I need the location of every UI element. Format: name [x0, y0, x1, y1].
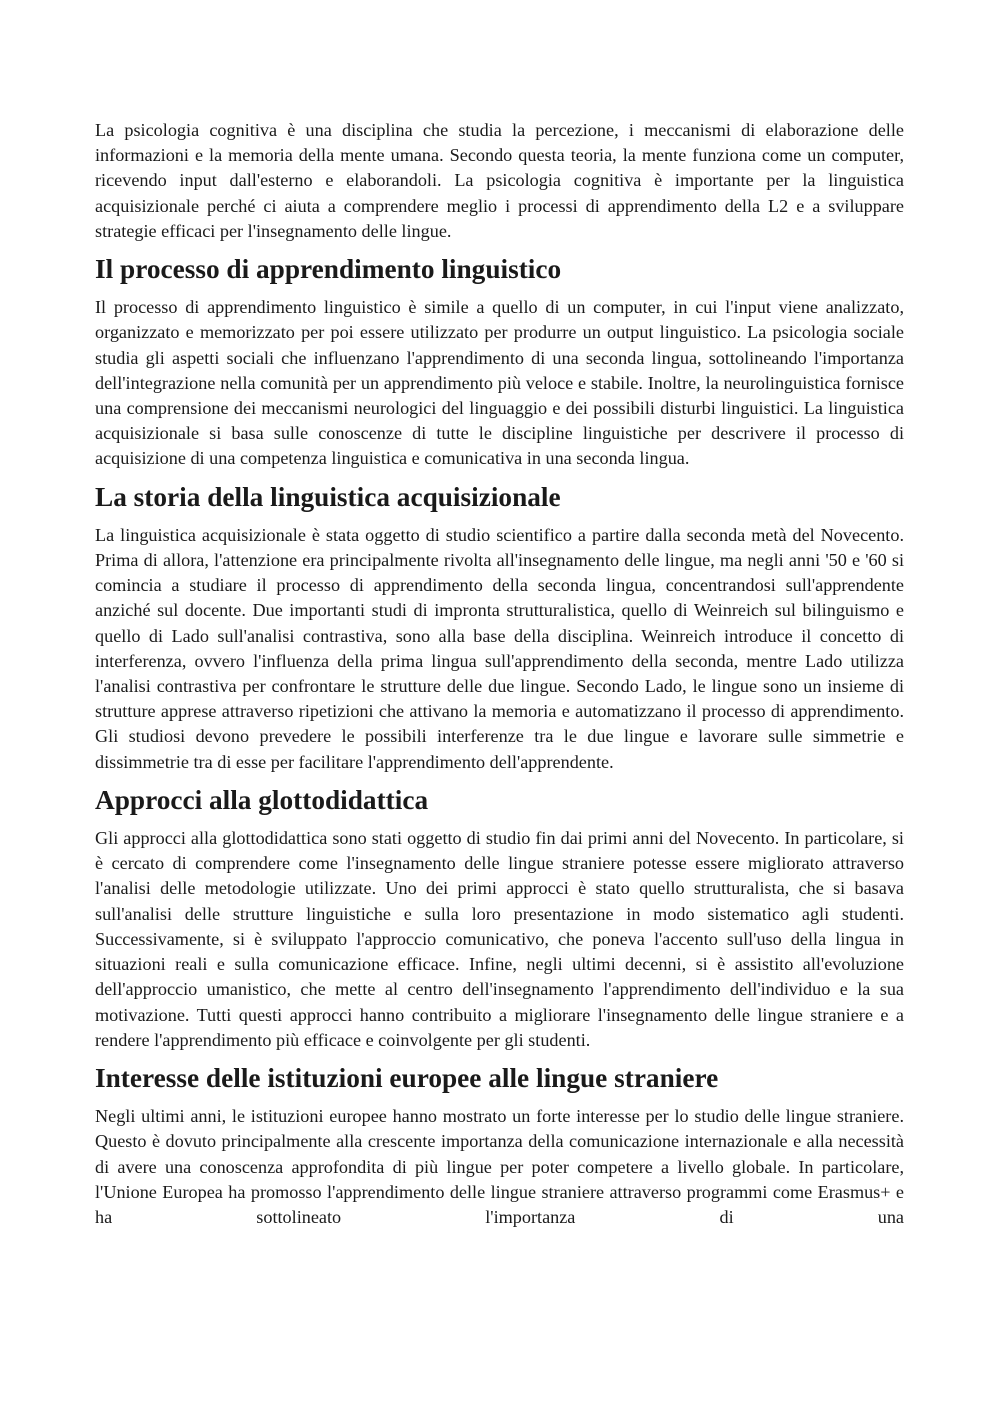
section-body-istituzioni: Negli ultimi anni, le istituzioni europee hanno mostrato un forte interesse per lo studio delle lingue straniere. Questo è dovuto principalmente alla crescente importanza della comunicazione internazionale e alla necessità di avere una conoscenza approfondita di più lingue per poter competere a livello globale. In particolare, l'Unione Europea ha promosso l'apprendimento delle lingue straniere attraverso programmi come Erasmus+ e ha sottolineato l'importanza di una [95, 1106, 904, 1227]
section-heading-approcci: Approcci alla glottodidattica [95, 784, 429, 815]
section-heading-processo: Il processo di apprendimento linguistico [95, 254, 562, 285]
section-heading-istituzioni: Interesse delle istituzioni europee alle lingue straniere [95, 1062, 719, 1093]
intro-paragraph: La psicologia cognitiva è una disciplina che studia la percezione, i meccanismi di elaborazione delle informazioni e la memoria della mente umana. Secondo questa teoria, la mente funziona come un computer, ricevendo input dall'esterno e elaborandoli. La psicologia cognitiva è importante per la linguistica acquisizionale perché ci aiuta a comprendere meglio i processi di apprendimento della L2 e a sviluppare strategie efficaci per l'insegnamento delle lingue. [95, 120, 904, 241]
section-body-processo: Il processo di apprendimento linguistico è simile a quello di un computer, in cui l'input viene analizzato, organizzato e memorizzato per poi essere utilizzato per produrre un output linguistico. La psicologia sociale studia gli aspetti sociali che influenzano l'apprendimento di una seconda lingua, sottolineando l'importanza dell'integrazione nella comunità per un apprendimento più veloce e stabile. Inoltre, la neurolinguistica fornisce una comprensione dei meccanismi neurologici del linguaggio e dei possibili disturbi linguistici. La linguistica acquisizionale si basa sulle conoscenze di tutte le discipline linguistiche per descrivere il processo di acquisizione di una competenza linguistica e comunicativa in una seconda lingua. [95, 297, 904, 469]
document-page [95, 118, 904, 1230]
section-body-storia: La linguistica acquisizionale è stata oggetto di studio scientifico a partire dalla seconda metà del Novecento. Prima di allora, l'attenzione era principalmente rivolta all'insegnamento delle lingue, ma negli anni '50 e '60 si comincia a studiare il processo di apprendimento della seconda lingua, concentrandosi sull'apprendente anziché sul docente. Due importanti studi di impronta strutturalistica, quello di Weinreich sul bilinguismo e quello di Lado sull'analisi contrastiva, sono alla base della disciplina. Weinreich introduce il concetto di interferenza, ovvero l'influenza della prima lingua sull'apprendimento della seconda, mentre Lado utilizza l'analisi contrastiva per confrontare le strutture delle due lingue. Secondo Lado, le lingue sono un insieme di strutture apprese attraverso ripetizioni che attivano la memoria e automatizzano il processo di apprendimento. Gli studiosi devono prevedere le possibili interferenze tra le due lingue e lavorare sulle simmetrie e dissimmetrie tra di esse per facilitare l'apprendimento dell'apprendente. [95, 524, 904, 772]
section-heading-storia: La storia della linguistica acquisizionale [95, 481, 561, 512]
section-body-approcci: Gli approcci alla glottodidattica sono stati oggetto di studio fin dai primi anni del Novecento. In particolare, si è cercato di comprendere come l'insegnamento delle lingue straniere potesse essere migliorato attraverso l'analisi delle metodologie utilizzate. Uno dei primi approcci è stato quello strutturalista, che si basava sull'analisi delle strutture linguistiche e sulla loro presentazione in modo sistematico agli studenti. Successivamente, si è sviluppato l'approccio comunicativo, che poneva l'accento sull'uso della lingua in situazioni reali e sulla comunicazione efficace. Infine, negli ultimi decenni, si è assistito all'evoluzione dell'approccio umanistico, che mette al centro dell'insegnamento l'apprendimento dell'individuo e la sua motivazione. Tutti questi approcci hanno contribuito a migliorare l'insegnamento delle lingue straniere e a rendere l'apprendimento più efficace e coinvolgente per gli studenti. [95, 828, 904, 1050]
